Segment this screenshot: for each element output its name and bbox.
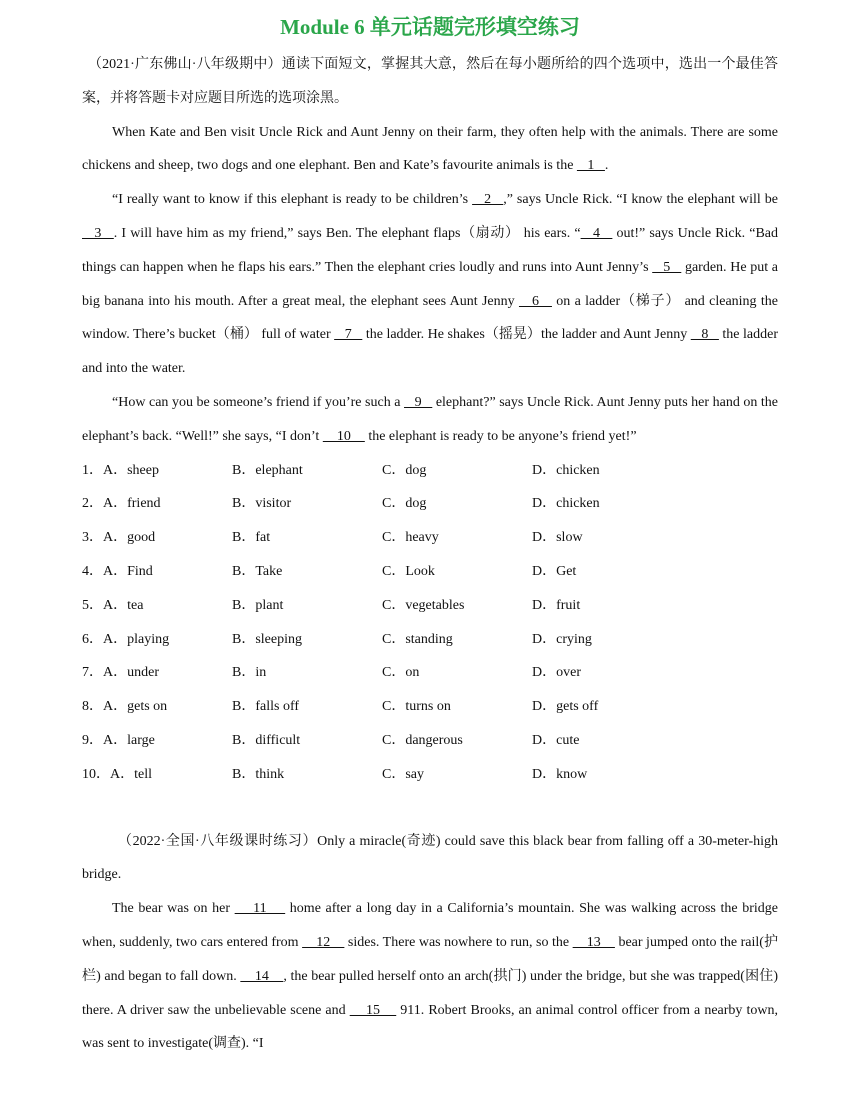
- option-d: D．slow: [532, 530, 583, 546]
- passage1-paragraph-3: [82, 386, 778, 454]
- document-page: [82, 0, 778, 1061]
- option-c: C．dog: [382, 496, 427, 512]
- option-row: [82, 589, 778, 623]
- passage1-paragraph-1: [82, 116, 778, 184]
- option-row: [82, 690, 778, 724]
- option-row: [82, 521, 778, 555]
- option-b: B．difficult: [232, 732, 301, 748]
- option-a: 4．A．Find: [82, 563, 153, 579]
- spacer: [82, 792, 778, 825]
- option-row: [82, 656, 778, 690]
- blank-15: 15: [349, 1002, 397, 1018]
- text-run: out!” says Uncle Rick. “Bad things can happen when he flaps his ears.” Then the elephant cries loudly and runs into Aunt Jenny’s: [82, 225, 779, 275]
- option-d: D．over: [532, 665, 581, 681]
- option-b: B．falls off: [232, 699, 300, 715]
- options-list: [82, 454, 778, 792]
- text-run: the ladder. He shakes（摇晃）the ladder and Aunt Jenny: [362, 327, 691, 343]
- text-run: garden. He put a big banana into his mouth. After a great meal, the elephant sees Aunt Jenny: [82, 259, 779, 309]
- blank-10: 10: [322, 428, 365, 444]
- option-c: C．vegetables: [382, 597, 465, 613]
- option-d: D．fruit: [532, 597, 581, 613]
- option-c: C．heavy: [382, 530, 439, 546]
- blank-1: 1: [576, 158, 605, 174]
- option-b: B．fat: [232, 530, 271, 546]
- option-a: 1．A．sheep: [82, 462, 159, 478]
- text-run: . I will have him as my friend,” says Ben. The elephant flaps（扇动） his ears. “: [113, 225, 581, 241]
- blank-2: 2: [472, 192, 504, 208]
- text-run: , the bear pulled herself onto an arch(拱门) under the bridge, but she was trapped(困住) there. A driver saw the unbelievable scene and: [82, 968, 779, 1018]
- blank-5: 5: [652, 259, 682, 275]
- option-a: 2．A．friend: [82, 496, 161, 512]
- option-b: B．visitor: [232, 496, 292, 512]
- option-a: 8．A．gets on: [82, 699, 168, 715]
- option-row: [82, 454, 778, 488]
- blank-3: 3: [82, 225, 114, 241]
- option-c: C．dangerous: [382, 732, 463, 748]
- option-b: B．sleeping: [232, 631, 302, 647]
- blank-14: 14: [240, 968, 284, 984]
- option-b: B．in: [232, 665, 267, 681]
- blank-7: 7: [334, 327, 363, 343]
- blank-11: 11: [234, 901, 286, 917]
- option-a: 6．A．playing: [82, 631, 170, 647]
- option-row: [82, 623, 778, 657]
- blank-9: 9: [404, 394, 433, 410]
- option-row: [82, 724, 778, 758]
- text-run: When Kate and Ben visit Uncle Rick and Aunt Jenny on their farm, they often help with the animals. There are some chickens and sheep, two dogs and one elephant. Ben and Kate’s favourite animals is the: [82, 124, 778, 174]
- option-a: 10．A．tell: [82, 766, 152, 782]
- text-run: sides. There was nowhere to run, so the: [344, 934, 573, 950]
- blank-12: 12: [302, 934, 345, 950]
- text-run: “I really want to know if this elephant is ready to be children’s: [112, 192, 473, 208]
- passage2-source: （2022·全国·八年级课时练习）Only a miracle(奇迹) could save this black bear from falling off a 30-meter-high bridge.: [82, 833, 778, 883]
- text-run: ,” says Uncle Rick. “I know the elephant will be: [503, 192, 779, 208]
- option-d: D．chicken: [532, 462, 600, 478]
- blank-13: 13: [572, 934, 615, 950]
- text-run: the elephant is ready to be anyone’s friend yet!”: [364, 428, 637, 444]
- option-d: D．gets off: [532, 699, 599, 715]
- option-b: B．plant: [232, 597, 284, 613]
- option-row: [82, 487, 778, 521]
- page-title: Module 6 单元话题完形填空练习: [280, 15, 580, 39]
- blank-4: 4: [580, 225, 613, 241]
- option-b: B．Take: [232, 563, 283, 579]
- option-c: C．say: [382, 766, 424, 782]
- option-d: D．cute: [532, 732, 580, 748]
- text-run: The bear was on her: [112, 901, 235, 917]
- option-c: C．dog: [382, 462, 427, 478]
- blank-6: 6: [518, 293, 552, 309]
- text-run: on a ladder（梯子） and cleaning the window. There’s bucket（桶） full of water: [82, 293, 778, 343]
- option-c: C．turns on: [382, 699, 451, 715]
- option-row: [82, 555, 778, 589]
- option-d: D．Get: [532, 563, 577, 579]
- passage1-paragraph-2: [82, 183, 778, 386]
- option-c: C．on: [382, 665, 420, 681]
- text-run: bear jumped onto the rail(护栏) and began to fall down.: [82, 934, 778, 984]
- option-b: B．elephant: [232, 462, 303, 478]
- text-run: “How can you be someone’s friend if you’re such a: [112, 394, 405, 410]
- option-a: 7．A．under: [82, 665, 159, 681]
- option-b: B．think: [232, 766, 285, 782]
- text-run: .: [604, 158, 609, 174]
- text-run: home after a long day in a California’s mountain. She was walking across the bridge when, suddenly, two cars entered from: [82, 901, 778, 950]
- option-d: D．chicken: [532, 496, 600, 512]
- passage2-paragraph-1: [82, 892, 778, 1061]
- option-d: D．crying: [532, 631, 592, 647]
- option-row: [82, 758, 778, 792]
- option-c: C．Look: [382, 563, 435, 579]
- option-a: 5．A．tea: [82, 597, 144, 613]
- option-c: C．standing: [382, 631, 453, 647]
- option-a: 3．A．good: [82, 530, 156, 546]
- option-a: 9．A．large: [82, 732, 155, 748]
- text-run: the ladder and into the water.: [82, 327, 779, 377]
- blank-8: 8: [690, 327, 719, 343]
- text-run: 911. Robert Brooks, an animal control officer from a nearby town, was sent to investigate(调查). “I: [82, 1002, 778, 1052]
- passage1-source: （2021·广东佛山·八年级期中）通读下面短文，掌握其大意，然后在每小题所给的四个选项中，选出一个最佳答案，并将答题卡对应题目所选的选项涂黑。: [82, 57, 778, 106]
- option-d: D．know: [532, 766, 588, 782]
- text-run: elephant?” says Uncle Rick. Aunt Jenny puts her hand on the elephant’s back. “Well!” she says, “I don’t: [82, 394, 779, 444]
